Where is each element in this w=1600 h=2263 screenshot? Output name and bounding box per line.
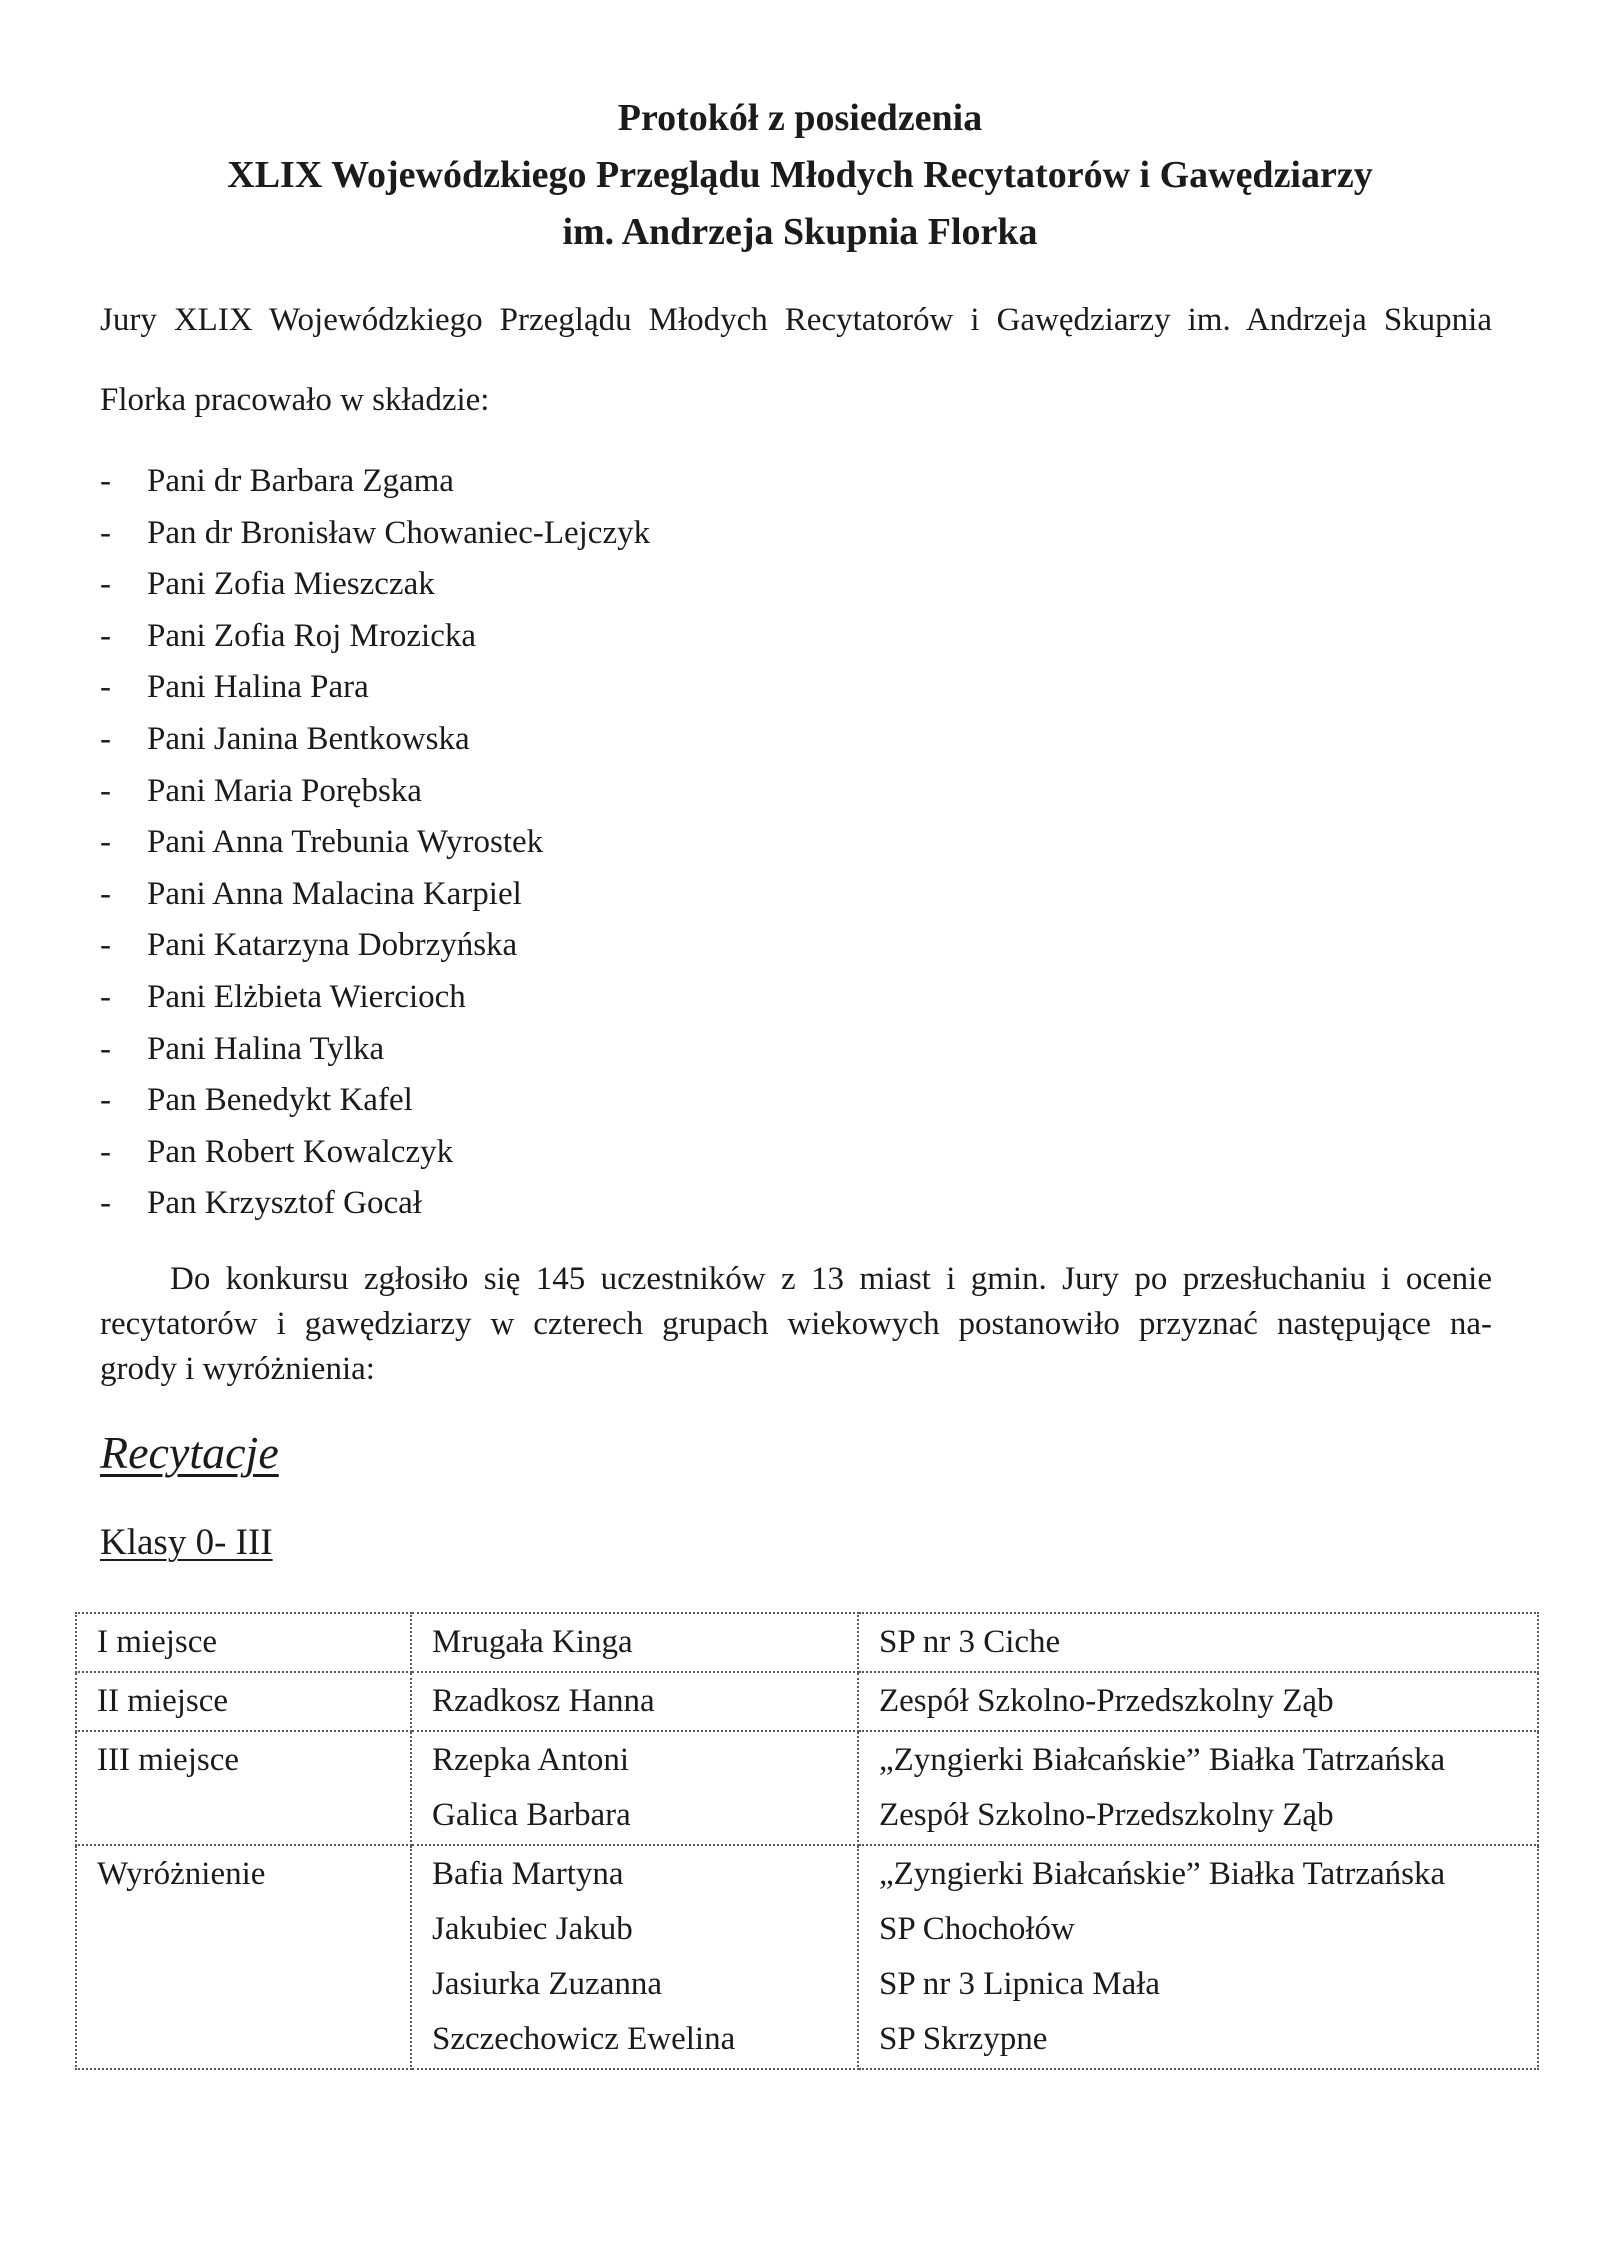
table-row-3rd-place bbox=[76, 1731, 1538, 1845]
schools-cell bbox=[858, 1613, 1538, 1672]
school-name: „Zyngierki Białcańskie” Białka Tatrzańska bbox=[879, 1742, 1446, 1778]
participant-name: Jakubiec Jakub bbox=[432, 1911, 633, 1947]
dash-marker: - bbox=[100, 927, 111, 964]
jury-member-name: Pani Katarzyna Dobrzyńska bbox=[147, 927, 518, 964]
jury-list-item bbox=[100, 714, 1492, 766]
jury-member-name: Pani Halina Para bbox=[147, 669, 369, 706]
jury-list-item bbox=[100, 817, 1492, 869]
names-cell bbox=[411, 1845, 858, 2069]
school-name: SP Skrzypne bbox=[879, 2021, 1048, 2057]
jury-list-item bbox=[100, 920, 1492, 972]
dash-marker: - bbox=[100, 978, 111, 1015]
jury-member-name: Pani dr Barbara Zgama bbox=[147, 463, 454, 499]
place-cell bbox=[76, 1672, 411, 1731]
jury-list-item bbox=[100, 559, 1492, 611]
title-line-2: XLIX Wojewódzkiego Przeglądu Młodych Recytatorów i Gawędziarzy bbox=[227, 154, 1373, 196]
school-name: SP Chochołów bbox=[879, 1911, 1075, 1947]
jury-member-name: Pani Maria Porębska bbox=[147, 772, 422, 809]
jury-list-item bbox=[100, 456, 1492, 508]
dash-marker: - bbox=[100, 720, 111, 757]
jury-member-name: Pan dr Bronisław Chowaniec-Lejczyk bbox=[147, 514, 651, 551]
jury-list-item bbox=[100, 662, 1492, 714]
schools-cell bbox=[858, 1672, 1538, 1731]
jury-member-name: Pani Janina Bentkowska bbox=[147, 720, 470, 757]
jury-member-name: Pan Krzysztof Gocał bbox=[147, 1185, 422, 1222]
place-label: III miejsce bbox=[97, 1742, 240, 1778]
school-name: SP nr 3 Ciche bbox=[879, 1624, 1061, 1660]
jury-list-item bbox=[100, 766, 1492, 818]
group-heading-klasy-0-iii: Klasy 0- III bbox=[100, 1522, 273, 1563]
jury-member-name: Pan Robert Kowalczyk bbox=[147, 1133, 454, 1170]
names-cell bbox=[411, 1672, 858, 1731]
place-cell bbox=[76, 1845, 411, 2069]
table-row-honorable-mention bbox=[76, 1845, 1538, 2069]
jury-member-name: Pani Elżbieta Wiercioch bbox=[147, 978, 466, 1015]
title-line-3: im. Andrzeja Skupnia Florka bbox=[562, 211, 1038, 253]
intro-line-1: Jury XLIX Wojewódzkiego Przeglądu Młodych Recytatorów i Gawędziarzy im. Andrzeja Skupnia bbox=[100, 302, 1492, 338]
table-row-1st-place bbox=[76, 1613, 1538, 1672]
dash-marker: - bbox=[100, 1082, 111, 1119]
intro-line-2: Florka pracowało w składzie: bbox=[100, 382, 490, 418]
summary-line-1: Do konkursu zgłosiło się 145 uczestników z 13 miast i gmin. Jury po przesłuchaniu i ocenie bbox=[170, 1261, 1492, 1297]
place-cell bbox=[76, 1613, 411, 1672]
place-label: Wyróżnienie bbox=[97, 1856, 266, 1892]
participant-name: Szczechowicz Ewelina bbox=[432, 2021, 736, 2057]
jury-list-item bbox=[100, 972, 1492, 1024]
results-table bbox=[75, 1612, 1539, 2070]
jury-list-item bbox=[100, 508, 1492, 560]
document-title bbox=[0, 90, 1600, 261]
place-label: I miejsce bbox=[97, 1624, 218, 1660]
school-name: Zespół Szkolno-Przedszkolny Ząb bbox=[879, 1797, 1334, 1833]
school-name: „Zyngierki Białcańskie” Białka Tatrzańska bbox=[879, 1856, 1446, 1892]
schools-cell bbox=[858, 1845, 1538, 2069]
jury-member-name: Pan Benedykt Kafel bbox=[147, 1082, 413, 1119]
participant-name: Rzepka Antoni bbox=[432, 1742, 630, 1778]
section-heading-recytacje: Recytacje bbox=[100, 1427, 279, 1478]
jury-member-name: Pani Zofia Mieszczak bbox=[147, 566, 435, 603]
jury-list-item bbox=[100, 869, 1492, 921]
dash-marker: - bbox=[100, 1133, 111, 1170]
participant-name: Mrugała Kinga bbox=[432, 1624, 633, 1660]
names-cell bbox=[411, 1731, 858, 1845]
dash-marker: - bbox=[100, 617, 111, 654]
place-cell bbox=[76, 1731, 411, 1845]
dash-marker: - bbox=[100, 669, 111, 706]
dash-marker: - bbox=[100, 1185, 111, 1222]
participant-name: Galica Barbara bbox=[432, 1797, 631, 1833]
participant-name: Bafia Martyna bbox=[432, 1856, 624, 1892]
dash-marker: - bbox=[100, 824, 111, 861]
school-name: SP nr 3 Lipnica Mała bbox=[879, 1966, 1161, 2002]
jury-list-item bbox=[100, 611, 1492, 663]
jury-member-name: Pani Anna Trebunia Wyrostek bbox=[147, 824, 544, 861]
dash-marker: - bbox=[100, 463, 111, 499]
title-line-1: Protokół z posiedzenia bbox=[617, 97, 983, 139]
jury-member-name: Pani Halina Tylka bbox=[147, 1030, 385, 1067]
jury-list-item bbox=[100, 1024, 1492, 1076]
dash-marker: - bbox=[100, 1030, 111, 1067]
jury-member-name: Pani Anna Malacina Karpiel bbox=[147, 875, 522, 912]
dash-marker: - bbox=[100, 875, 111, 912]
dash-marker: - bbox=[100, 566, 111, 603]
dash-marker: - bbox=[100, 514, 111, 551]
names-cell bbox=[411, 1613, 858, 1672]
school-name: Zespół Szkolno-Przedszkolny Ząb bbox=[879, 1683, 1334, 1719]
participant-name: Rzadkosz Hanna bbox=[432, 1683, 655, 1719]
table-row-2nd-place bbox=[76, 1672, 1538, 1731]
participant-name: Jasiurka Zuzanna bbox=[432, 1966, 662, 2002]
summary-paragraph bbox=[100, 1257, 1492, 1392]
schools-cell bbox=[858, 1731, 1538, 1845]
dash-marker: - bbox=[100, 772, 111, 809]
jury-list-item bbox=[100, 1178, 1492, 1230]
summary-line-3: grody i wyróżnienia: bbox=[100, 1351, 375, 1387]
jury-list bbox=[100, 456, 1492, 1230]
jury-list-item bbox=[100, 1075, 1492, 1127]
jury-list-item bbox=[100, 1127, 1492, 1179]
summary-line-2: recytatorów i gawędziarzy w czterech grupach wiekowych postanowiło przyznać następujące na- bbox=[100, 1306, 1492, 1342]
intro-paragraph bbox=[100, 280, 1492, 440]
place-label: II miejsce bbox=[97, 1683, 229, 1719]
jury-member-name: Pani Zofia Roj Mrozicka bbox=[147, 617, 477, 654]
